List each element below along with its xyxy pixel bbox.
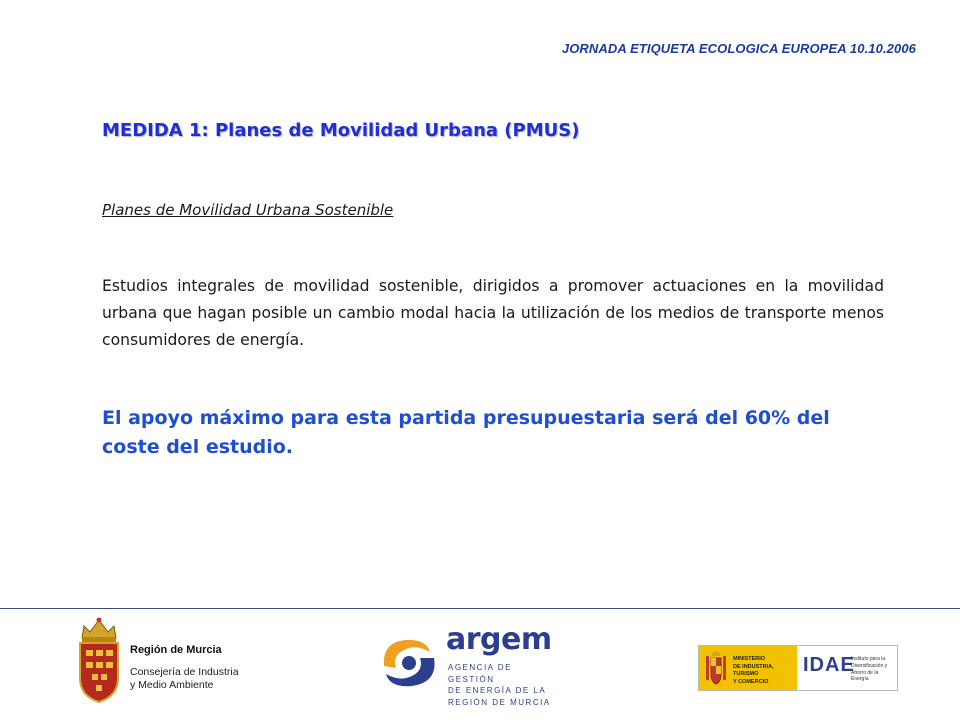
idae-description — [851, 656, 897, 683]
argem-wordmark: argem — [446, 622, 552, 657]
footer-divider — [0, 608, 960, 609]
slide-title: MEDIDA 1: Planes de Movilidad Urbana (PMUS) — [102, 120, 580, 141]
funding-highlight: El apoyo máximo para esta partida presupuestaria será del 60% del coste del estudio. — [102, 407, 830, 458]
argem-tag-line1: AGENCIA DE GESTIÓN — [448, 663, 512, 684]
idae-line3: Ahorro de la Energía — [851, 669, 879, 683]
argem-swirl-icon — [376, 632, 442, 692]
idae-wordmark: IDAE — [803, 654, 855, 676]
idae-line2: Diversificación y — [851, 662, 888, 669]
murcia-shield-icon — [74, 616, 124, 704]
murcia-dept-line1: Consejería de Industria — [130, 666, 239, 678]
argem-logo — [376, 622, 556, 707]
argem-tag-line3: REGIÓN DE MURCIA — [448, 697, 551, 707]
slide-subtitle: Planes de Movilidad Urbana Sostenible — [102, 201, 394, 219]
ministry-line1: MINISTERIO — [733, 656, 766, 662]
murcia-dept-line2: y Medio Ambiente — [130, 679, 214, 691]
ministry-line3: Y COMERCIO — [733, 678, 769, 685]
slide-body-text: Estudios integrales de movilidad sostenible, dirigidos a promover actuaciones en la movilidad urbana que hagan posible un cambio modal hacia la utilización de los medios de transporte menos consumidores de energía. — [102, 277, 884, 349]
ministry-name — [733, 656, 797, 686]
ministry-panel — [699, 646, 797, 690]
murcia-department — [130, 666, 239, 692]
event-header: JORNADA ETIQUETA ECOLOGICA EUROPEA 10.10.2006 — [561, 41, 916, 56]
spain-crest-icon — [703, 650, 729, 686]
ministry-idae-logo — [698, 645, 898, 691]
murcia-name: Región de Murcia — [130, 644, 222, 656]
ministry-line2: DE INDUSTRIA, TURISMO — [733, 663, 774, 677]
idae-line1: Instituto para la — [851, 656, 886, 662]
murcia-logo — [74, 616, 254, 706]
argem-tagline — [448, 662, 556, 708]
argem-tag-line2: DE ENERGÍA DE LA — [448, 686, 547, 695]
